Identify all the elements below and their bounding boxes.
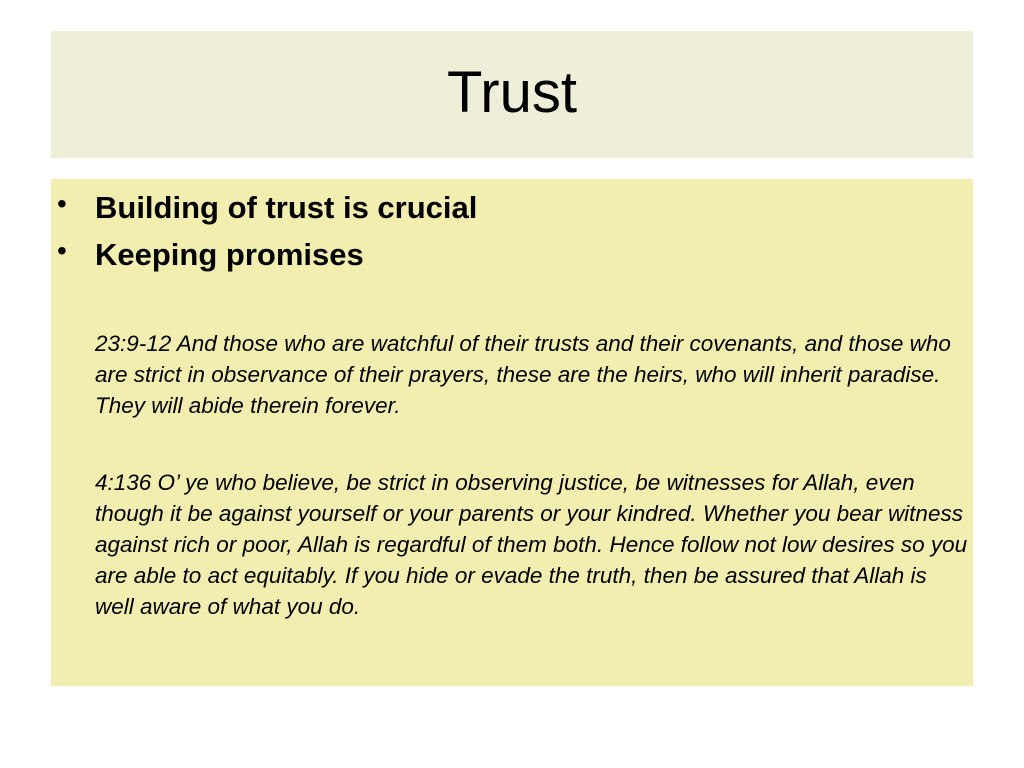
- bullet-text: Building of trust is crucial: [95, 190, 478, 225]
- slide-title-box: [51, 31, 973, 158]
- slide-title: Trust: [447, 59, 577, 125]
- slide-body: [51, 179, 973, 686]
- verse-quote: 23:9-12 And those who are watchful of their trusts and their covenants, and those who are strict in observance of their prayers, these are the heirs, who will inherit paradise. They will abide therein forever.: [95, 331, 951, 418]
- bullet-dot-icon: •: [57, 235, 67, 266]
- bullet-text: Keeping promises: [95, 237, 364, 272]
- bullet-dot-icon: •: [57, 188, 67, 219]
- verse-quote: 4:136 O’ ye who believe, be strict in observing justice, be witnesses for Allah, even though it be against yourself or your parents or your kindred. Whether you bear witness against rich or poor, Allah is regardful of them both. Hence follow not low desires so you are able to act equitably. If you hide or evade the truth, then be assured that Allah is well aware of what you do.: [95, 470, 968, 619]
